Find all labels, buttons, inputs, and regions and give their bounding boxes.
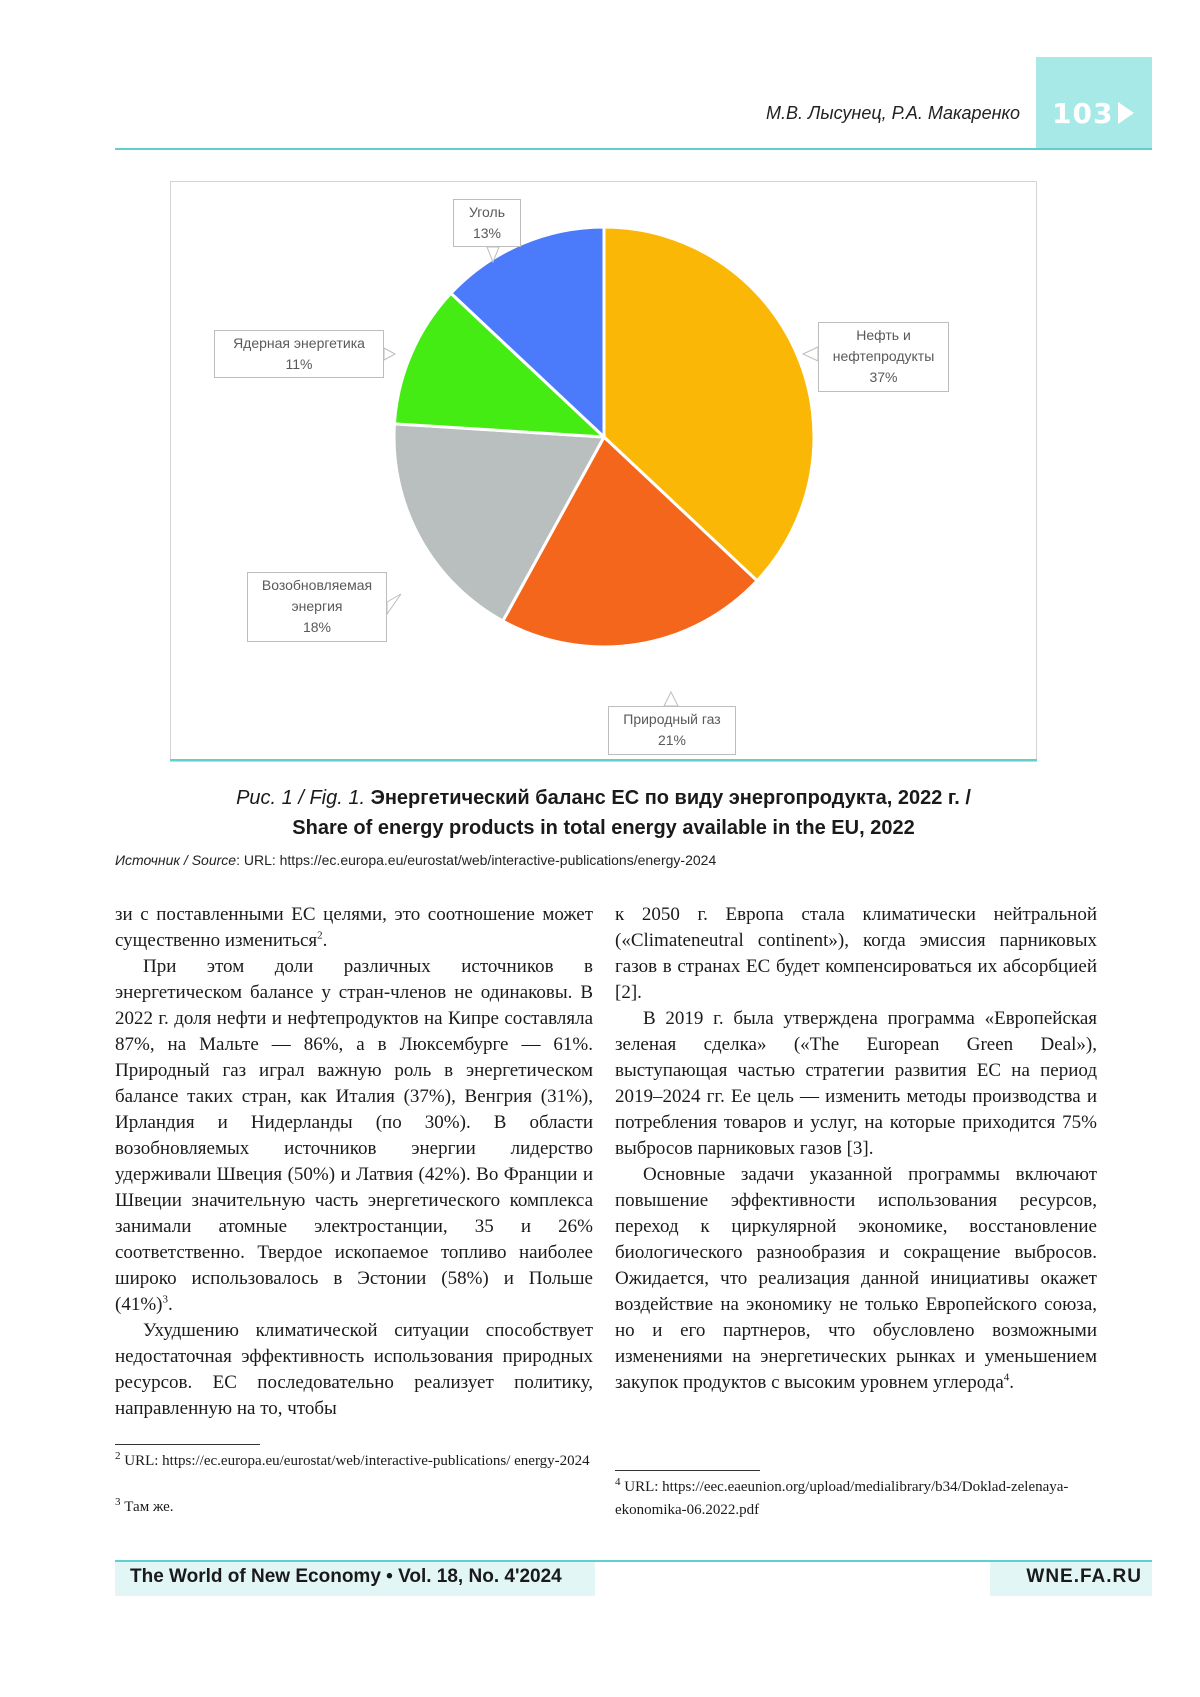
footer-site: WNE.FA.RU (1026, 1566, 1142, 1587)
footnote-divider-right (615, 1470, 760, 1471)
label-gas-name: Природный газ (623, 711, 721, 727)
label-renewable-name-2: энергия (291, 598, 343, 614)
paragraph (115, 1318, 593, 1422)
label-coal-name: Уголь (468, 204, 505, 220)
paragraph (615, 1006, 1097, 1162)
label-gas (608, 706, 736, 755)
paragraph-text: Основные задачи указанной программы включают повышение эффективности использования ресурсов, переход к циркулярной экономике, восстановление биологического разнообразия и сокращение выбросов. Ожидается, что реализация данной инициативы окажет воздействие на экономику не только Европейского союза, но и его партнеров, что обусловлено возможными изменениями на энергетических рынках и уменьшением закупок продуктов с высоким уровнем углерода (615, 1164, 1097, 1393)
label-oil-name-2: нефтепродукты (832, 348, 935, 364)
footnote-ref: 2 (317, 929, 323, 942)
label-oil-value: 37% (869, 369, 898, 385)
footnote-2-text: URL: https://ec.europa.eu/eurostat/web/interactive-publications/ energy-2024 (124, 1453, 590, 1469)
footnote-4-number: 4 (615, 1476, 621, 1488)
caption-title-ru: Энергетический баланс ЕС по виду энергопродукта, 2022 г. / (370, 787, 971, 809)
footnote-3-text: Там же. (124, 1499, 174, 1515)
pointer-nuclear (384, 348, 395, 360)
footnote-ref: 4 (1003, 1371, 1010, 1384)
paragraph-tail: . (322, 930, 328, 951)
paragraph (115, 902, 593, 954)
label-nuclear (214, 330, 384, 378)
caption-line-1 (170, 783, 1037, 813)
paragraph-tail: . (1009, 1372, 1015, 1393)
footnote-3-number: 3 (115, 1496, 121, 1508)
pointer-renewable (387, 594, 401, 614)
footer-journal: The World of New Economy • Vol. 18, No. 4'2024 (130, 1566, 562, 1587)
pie-chart (170, 181, 1037, 762)
label-renewable-name-1: Возобновляемая (261, 577, 373, 593)
footnote-4-text: URL: https://eec.eaeunion.org/upload/medialibrary/b34/Doklad-zelenaya-ekonomika-06.2022.pdf (615, 1479, 1069, 1518)
figure-source (115, 852, 716, 868)
chart-divider (170, 759, 1037, 761)
paragraph-text: Ухудшению климатической ситуации способствует недостаточная эффективность использования природных ресурсов. ЕС последовательно реализует политику, направленную на то, чтобы (115, 1320, 593, 1419)
source-label: Источник / Source (115, 852, 237, 868)
paragraph (615, 902, 1097, 1006)
label-coal (453, 199, 521, 247)
caption-title-en: Share of energy products in total energy available in the EU, 2022 (292, 817, 915, 839)
label-oil-name-1: Нефть и (856, 327, 911, 343)
paragraph (615, 1162, 1097, 1396)
label-nuclear-value: 11% (285, 356, 313, 372)
footnote-2 (115, 1450, 593, 1473)
pointer-oil (803, 347, 818, 361)
paragraph-text: к 2050 г. Европа стала климатически нейтральной («Climateneutral continent»), когда эмиссия парниковых газов в странах ЕС будет компенсироваться их абсорбцией [2]. (615, 904, 1097, 1003)
label-coal-value: 13% (472, 225, 502, 241)
source-text: : URL: https://ec.europa.eu/eurostat/web/interactive-publications/energy-2024 (236, 852, 717, 868)
footnote-2-number: 2 (115, 1450, 121, 1462)
paragraph-tail: . (167, 1294, 173, 1315)
header-divider (115, 148, 1152, 150)
paragraph (115, 954, 593, 1318)
label-gas-value: 21% (657, 732, 687, 748)
paragraph-text: При этом доли различных источников в энергетическом балансе у стран-членов не одинаковы. В 2022 г. доля нефти и нефтепродуктов на Кипре составляла 87%, на Мальте — 86%, а в Люксембурге — 61%. Природный газ играл важную роль в энергетическом балансе таких стран, как Италия (37%), Венгрия (31%), Ирландия и Нидерланды (по 30%). В области возобновляемых источников энергии лидерство удерживали Швеция (50%) и Латвия (42%). Во Франции и Швеции значительную часть энергетического комплекса занимали атомные электростанции, 35 и 26% соответственно. Твердое ископаемое топливо наиболее широко использовалось в Эстонии (58%) и Польше (41%) (115, 956, 593, 1315)
label-renewable-value: 18% (302, 619, 332, 635)
footnote-3 (115, 1496, 593, 1519)
figure-caption (170, 783, 1037, 843)
right-column (615, 902, 1097, 1396)
footnote-4 (615, 1476, 1097, 1522)
pie-chart-svg (171, 182, 1036, 761)
next-page-arrow-icon (1118, 102, 1134, 124)
figure-label: Рис. 1 / Fig. 1. (236, 787, 366, 809)
footnote-ref: 3 (162, 1293, 168, 1306)
label-nuclear-name: Ядерная энергетика (233, 335, 365, 351)
paragraph-text: зи с поставленными ЕС целями, это соотношение может существенно измениться (115, 904, 593, 951)
running-header-authors: М.В. Лысунец, Р.А. Макаренко (766, 103, 1020, 123)
footer-divider (115, 1560, 1152, 1562)
page-number: 103 (1052, 97, 1114, 130)
label-oil (818, 322, 949, 392)
paragraph-text: В 2019 г. была утверждена программа «Европейская зеленая сделка» («The European Green Deal»), выступающая частью стратегии развития ЕС на период 2019–2024 гг. Ее цель — изменить методы производства и потребления товаров и услуг, на которые приходится 75% выбросов парниковых газов [3]. (615, 1008, 1097, 1159)
left-column (115, 902, 593, 1422)
footnote-divider-left (115, 1444, 260, 1445)
label-renewable (247, 572, 387, 642)
pointer-gas (664, 692, 678, 706)
